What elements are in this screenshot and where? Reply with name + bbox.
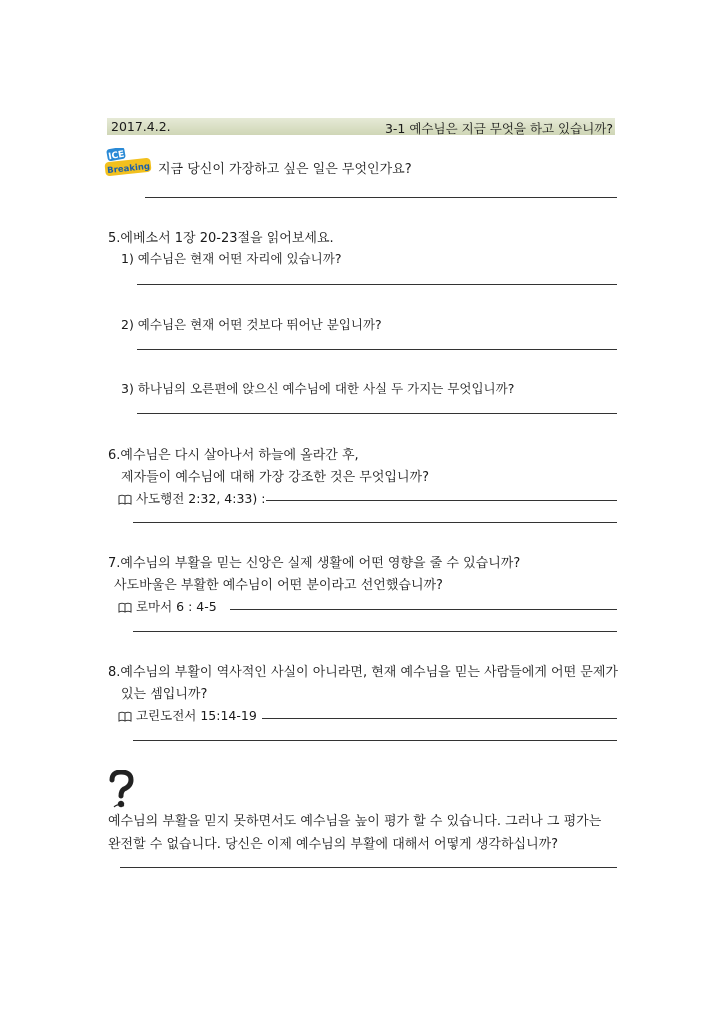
q7-line-2: 사도바울은 부활한 예수님이 어떤 분이라고 선언했습니까?	[114, 578, 443, 593]
q5-heading: 5.에베소서 1장 20-23절을 읽어보세요.	[108, 231, 334, 246]
answer-line[interactable]	[137, 349, 617, 350]
answer-line[interactable]	[266, 500, 617, 501]
lesson-title: 3-1 예수님은 지금 무엇을 하고 있습니까?	[384, 121, 613, 136]
closing-line-1: 예수님의 부활을 믿지 못하면서도 예수님을 높이 평가 할 수 있습니다. 그러나 그 평가는	[108, 814, 602, 829]
q6-line-2: 제자들이 예수님에 대해 가장 강조한 것은 무엇입니까?	[121, 470, 429, 485]
lesson-date: 2017.4.2.	[111, 119, 171, 134]
answer-line[interactable]	[133, 631, 617, 632]
q8-line-2: 있는 셈입니까?	[121, 687, 208, 702]
q5-item-3: 3) 하나님의 오른편에 앉으신 예수님에 대한 사실 두 가지는 무엇입니까?	[121, 381, 515, 396]
breaking-logo-text: Breaking	[106, 161, 151, 177]
q8-line-1: 8.예수님의 부활이 역사적인 사실이 아니라면, 현재 예수님을 믿는 사람들에게 어떤 문제가	[108, 665, 618, 680]
q7-reference-text: 로마서 6 : 4-5	[135, 599, 217, 614]
answer-line[interactable]	[230, 609, 617, 610]
open-book-icon	[118, 602, 132, 613]
answer-line[interactable]	[120, 867, 617, 868]
q5-item-2: 2) 예수님은 현재 어떤 것보다 뛰어난 분입니까?	[121, 317, 382, 332]
closing-line-2: 완전할 수 없습니다. 당신은 이제 예수님의 부활에 대해서 어떻게 생각하십니까?	[108, 837, 559, 852]
q7-reference	[118, 597, 217, 615]
q5-item-1: 1) 예수님은 현재 어떤 자리에 있습니까?	[121, 251, 342, 266]
q7-line-1: 7.예수님의 부활을 믿는 신앙은 실제 생활에 어떤 영향을 줄 수 있습니까?	[108, 556, 521, 571]
q6-reference-text: 사도행전 2:32, 4:33) :	[135, 491, 266, 506]
open-book-icon	[118, 711, 132, 722]
q6-reference	[118, 489, 265, 507]
answer-line[interactable]	[133, 740, 617, 741]
q8-reference	[118, 706, 257, 724]
answer-line[interactable]	[137, 413, 617, 414]
ice-breaking-logo	[104, 148, 152, 178]
answer-line[interactable]	[145, 197, 617, 198]
open-book-icon	[118, 494, 132, 505]
q6-line-1: 6.예수님은 다시 살아나서 하늘에 올라간 후,	[108, 448, 359, 463]
question-mark-icon	[108, 770, 138, 810]
answer-line[interactable]	[133, 522, 617, 523]
q8-reference-text: 고린도전서 15:14-19	[135, 708, 257, 723]
answer-line[interactable]	[262, 718, 617, 719]
ice-logo-text: ICE	[107, 149, 126, 163]
header-bar	[107, 118, 615, 135]
answer-line[interactable]	[137, 284, 617, 285]
icebreaking-question: 지금 당신이 가장하고 싶은 일은 무엇인가요?	[158, 162, 412, 177]
